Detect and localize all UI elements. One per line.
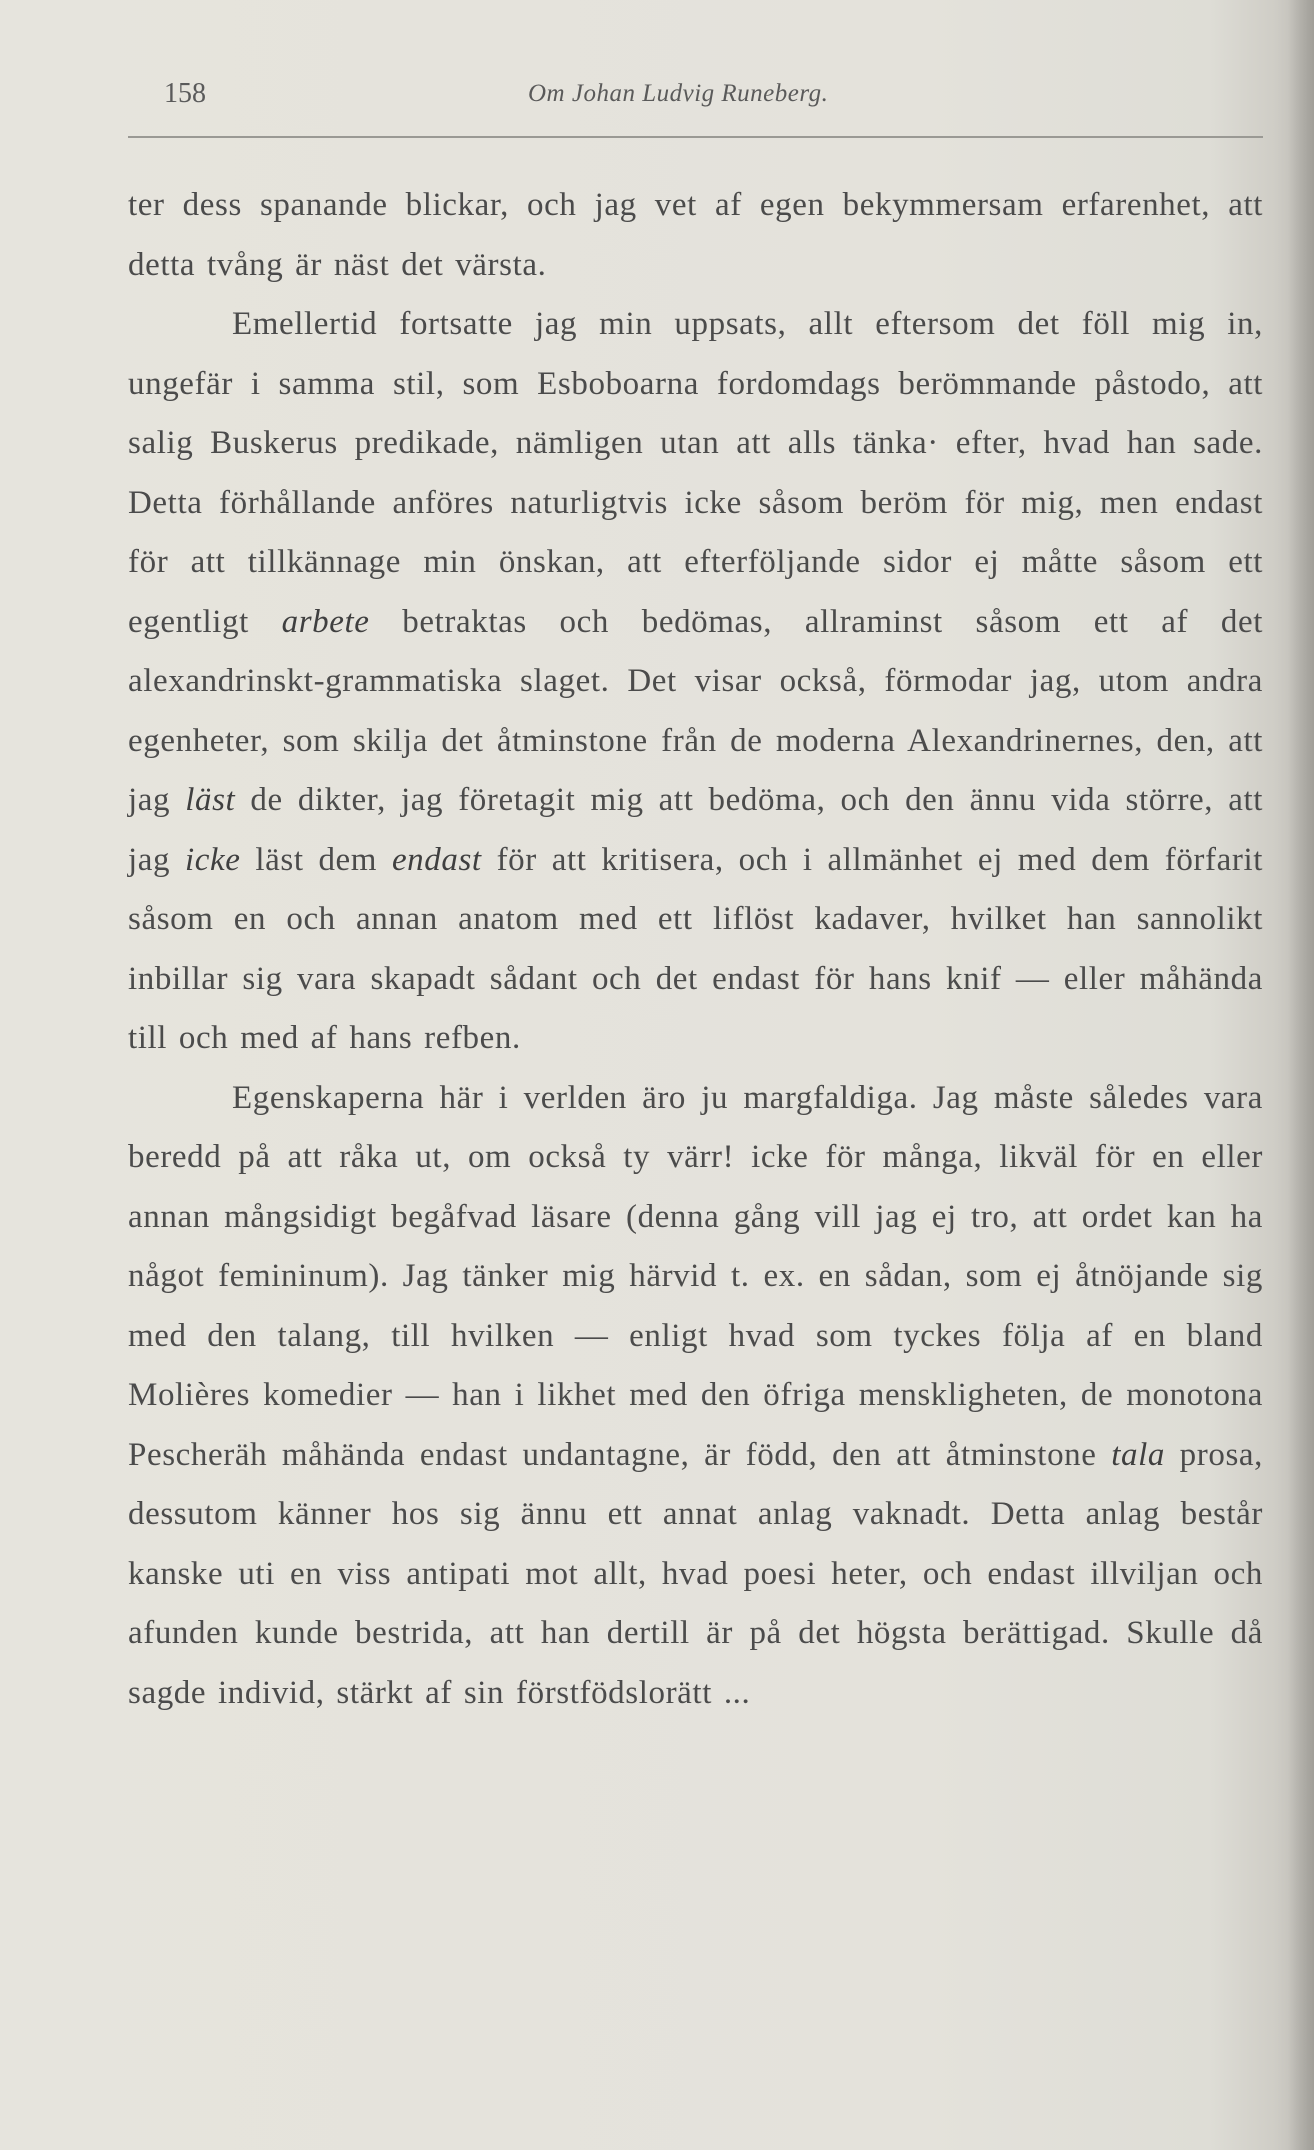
text-segment: Emellertid fortsatte jag min uppsats, allt eftersom det föll mig in, ungefär i samma stil, som Esboboarna fordomdags berömmande påstodo, att salig Buskerus predikade, nämligen utan att alls tänka· efter, hvad han sade. Detta förhållande anföres naturligtvis icke såsom beröm för mig, men endast för att tillkännage min önskan, att efterföljande sidor ej måtte såsom ett egentligt — [128, 306, 1263, 640]
text-segment: läst dem — [240, 841, 392, 878]
emphasized-word: läst — [185, 782, 236, 818]
running-title: Om Johan Ludvig Runeberg. — [528, 80, 829, 107]
text-segment: ter dess spanande blickar, och jag vet af egen bekymmersam erfarenhet, att detta tvång är näst det värsta. — [128, 187, 1263, 283]
page-number: 158 — [164, 78, 206, 109]
text-segment: Egenskaperna här i verlden äro ju margfaldiga. Jag måste således vara beredd på att råka ut, om också ty värr! icke för många, likväl för en eller annan mångsidigt begåfvad läsare (denna gång vill jag ej tro, att ordet kan ha något femininum). Jag tänker mig härvid t. ex. en sådan, som ej åtnöjande sig med den talang, till hvilken — enligt hvad som tyckes följa af en bland Molières komedier — han i likhet med den öfriga menskligheten, de monotona Pescheräh måhända endast undantagne, är född, den att åtminstone — [128, 1079, 1263, 1473]
text-segment: för att kritisera, och i allmänhet ej med dem förfarit såsom en och annan anatom med ett liflöst kadaver, hvilket han sannolikt inbillar sig vara skapadt sådant och det endast för hans knif — eller måhända till och med af hans refben. — [128, 841, 1263, 1056]
header-rule — [128, 136, 1263, 138]
paragraph-1 — [128, 176, 1263, 295]
emphasized-word: endast — [391, 841, 482, 878]
body-text — [128, 176, 1263, 1723]
text-segment: de dikter, jag företagit mig att bedöma, och den ännu vida större, att jag — [128, 782, 1263, 878]
text-segment: prosa, dessutom känner hos sig ännu ett annat anlag vaknadt. Detta anlag består kanske uti en viss antipati mot allt, hvad poesi heter, och endast illviljan och afunden kunde bestrida, att han dertill är på det högsta berättigad. Skulle då sagde individ, stärkt af sin förstfödslorätt ... — [128, 1436, 1263, 1711]
text-segment: betraktas och bedömas, allraminst såsom ett af det alexandrinskt-grammatiska slaget. Det visar också, förmodar jag, utom andra egenheter, som skilja det åtminstone från de moderna Alexandrinernes, den, att jag — [128, 603, 1263, 818]
paragraph-3 — [128, 1069, 1263, 1724]
emphasized-word: tala — [1111, 1436, 1165, 1473]
emphasized-word: arbete — [281, 603, 370, 640]
running-head — [128, 78, 1263, 118]
emphasized-word: icke — [184, 841, 241, 878]
paragraph-2 — [128, 295, 1263, 1069]
page-edge-shadow — [1288, 0, 1314, 2150]
